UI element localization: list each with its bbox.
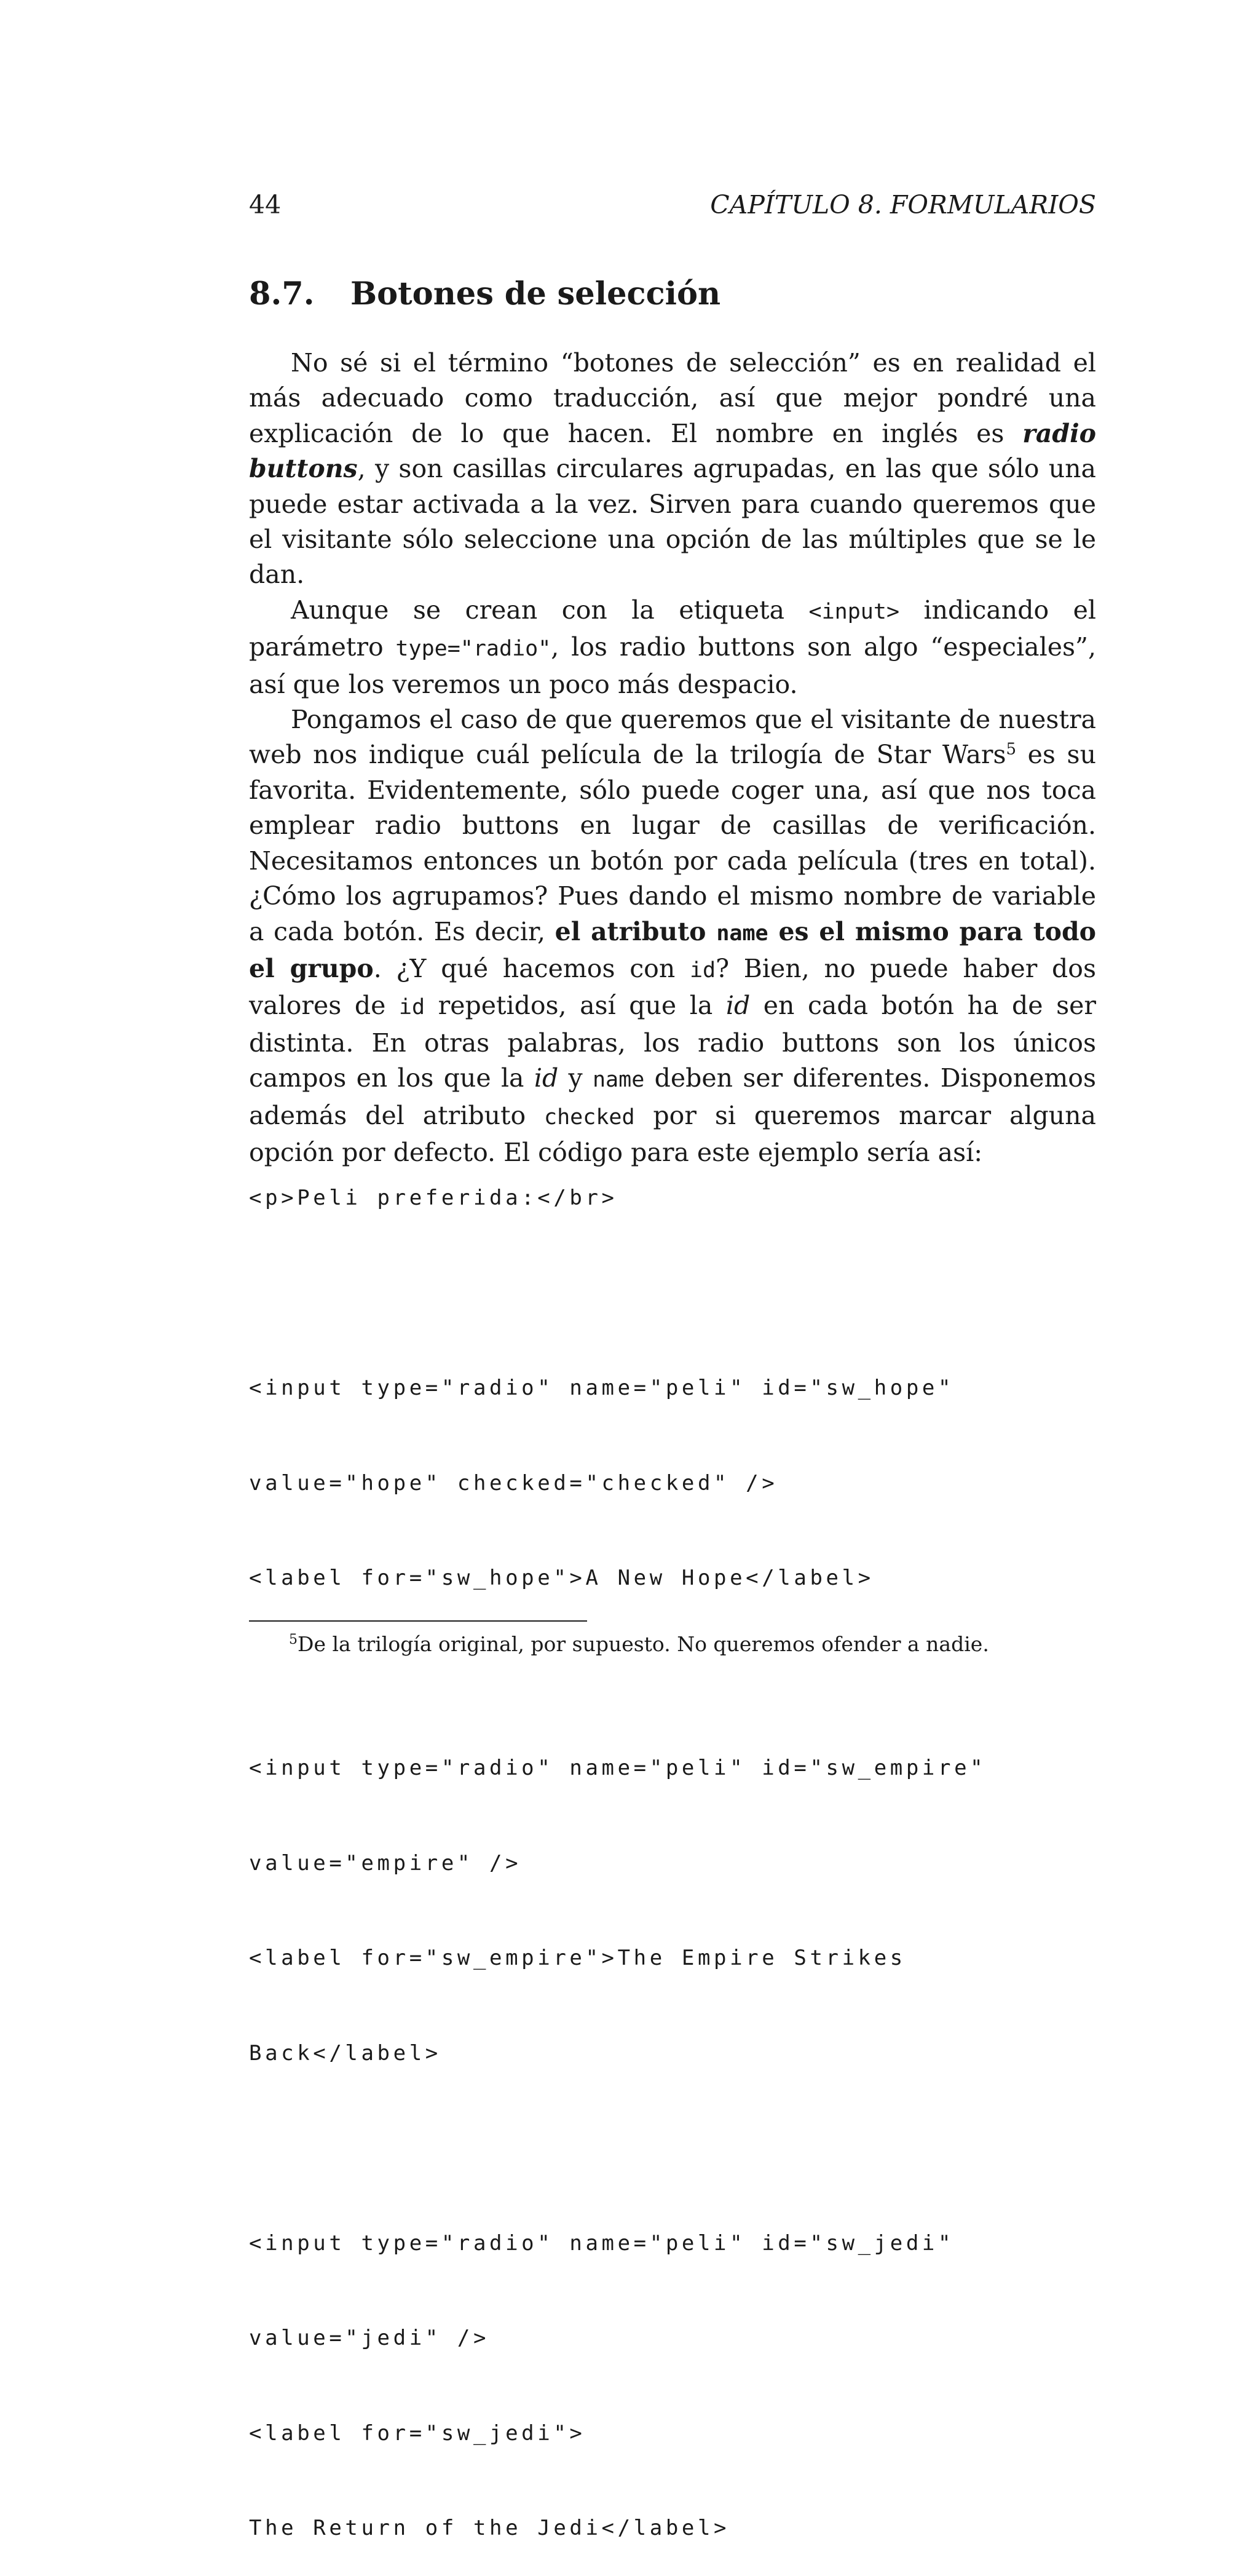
code-block: [249, 1119, 986, 2576]
paragraph-1: [249, 346, 1096, 593]
paragraph-3: [249, 702, 1096, 1170]
page-number: 44: [249, 190, 282, 220]
paragraph-2: [249, 593, 1096, 702]
italic-term: id: [534, 1063, 559, 1093]
text-run: en cada botón ha de ser distinta. En otras palabras, los radio buttons son los únicos campos en los que la: [249, 991, 1096, 1093]
code-line: <label for="sw_empire">The Empire Strikes: [249, 1946, 906, 1970]
text-run: por si queremos marcar alguna opción por defecto. El código para este ejemplo sería así:: [249, 1100, 1096, 1167]
code-line: [249, 1278, 986, 1310]
footnote: [289, 1631, 989, 1657]
text-run: Pongamos el caso de que queremos que el visitante de nuestra web nos indique cuál película de la trilogía de Star Wars: [249, 705, 1096, 770]
code-line: Back</label>: [249, 2040, 441, 2066]
footnote-marker: 5: [1006, 740, 1017, 759]
text-run: es su favorita. Evidentemente, sólo puede coger una, así que nos toca emplear radio buttons en lugar de casillas de verificación. Necesitamos entonces un botón por cada película (tres en total). ¿Cómo los agrupamos? Pues dando el mismo nombre de variable a cada botón. Es decir,: [249, 740, 1096, 946]
footnote-rule: [249, 1620, 587, 1622]
code-line: <p>Peli preferida:</br>: [249, 1186, 618, 1210]
code-line: <input type="radio" name="peli" id="sw_hope": [249, 1376, 955, 1400]
inline-code: type="radio": [395, 636, 551, 662]
code-line: value="empire" />: [249, 1850, 522, 1876]
emphasis-term: radio buttons: [249, 418, 1096, 484]
code-line: [249, 1658, 986, 1690]
code-line: <input type="radio" name="peli" id="sw_jedi": [249, 2230, 955, 2256]
inline-code: id: [398, 995, 425, 1020]
section-title: Botones de selección: [350, 275, 721, 312]
inline-code: id: [689, 957, 716, 983]
code-line: <label for="sw_jedi">: [249, 2420, 586, 2446]
italic-term: id: [725, 991, 751, 1021]
section-heading: [249, 275, 720, 313]
running-head: CAPÍTULO 8. FORMULARIOS: [710, 190, 1096, 220]
text-run: indicando el parámetro: [249, 595, 1096, 662]
text-run: deben ser diferentes. Disponemos además del atributo: [249, 1063, 1096, 1130]
inline-code: <input>: [808, 599, 900, 624]
code-line: The Return of the Jedi</label>: [249, 2516, 730, 2540]
footnote-mark: 5: [289, 1632, 298, 1647]
bold-run: el atributo: [555, 916, 717, 946]
text-run: y: [558, 1063, 593, 1093]
text-run: , los radio buttons son algo “especiales”, así que los veremos un poco más despacio.: [249, 632, 1096, 699]
bold-run: es el mismo para todo el grupo: [249, 916, 1096, 983]
text-run: , y son casillas circulares agrupadas, en las que sólo una puede estar activada a la vez. Sirven para cuando queremos que el visitante sólo seleccione una opción de las múltiples que se le dan.: [249, 454, 1096, 590]
code-line: <label for="sw_hope">A New Hope</label>: [249, 1566, 874, 1590]
text-run: . ¿Y qué hacemos con: [373, 953, 690, 983]
text-run: No sé si el término “botones de selección” es en realidad el más adecuado como traducción, así que mejor pondré una explicación de lo que hacen. El nombre en inglés es: [249, 348, 1096, 448]
inline-code: checked: [544, 1104, 635, 1130]
text-run: ? Bien, no puede haber dos valores de: [249, 953, 1096, 1021]
code-line: <input type="radio" name="peli" id="sw_empire": [249, 1756, 987, 1780]
text-run: Aunque se crean con la etiqueta: [291, 595, 809, 625]
code-line: value="hope" checked="checked" />: [249, 1470, 778, 1496]
footnote-text: De la trilogía original, por supuesto. No queremos ofender a nadie.: [298, 1632, 989, 1656]
body-text: [249, 346, 1096, 1170]
code-line: [249, 2133, 986, 2165]
inline-code: name: [716, 921, 768, 946]
text-run: repetidos, así que la: [425, 991, 726, 1021]
code-line: value="jedi" />: [249, 2326, 490, 2350]
inline-code: name: [592, 1068, 645, 1093]
section-number: 8.7.: [249, 275, 315, 312]
